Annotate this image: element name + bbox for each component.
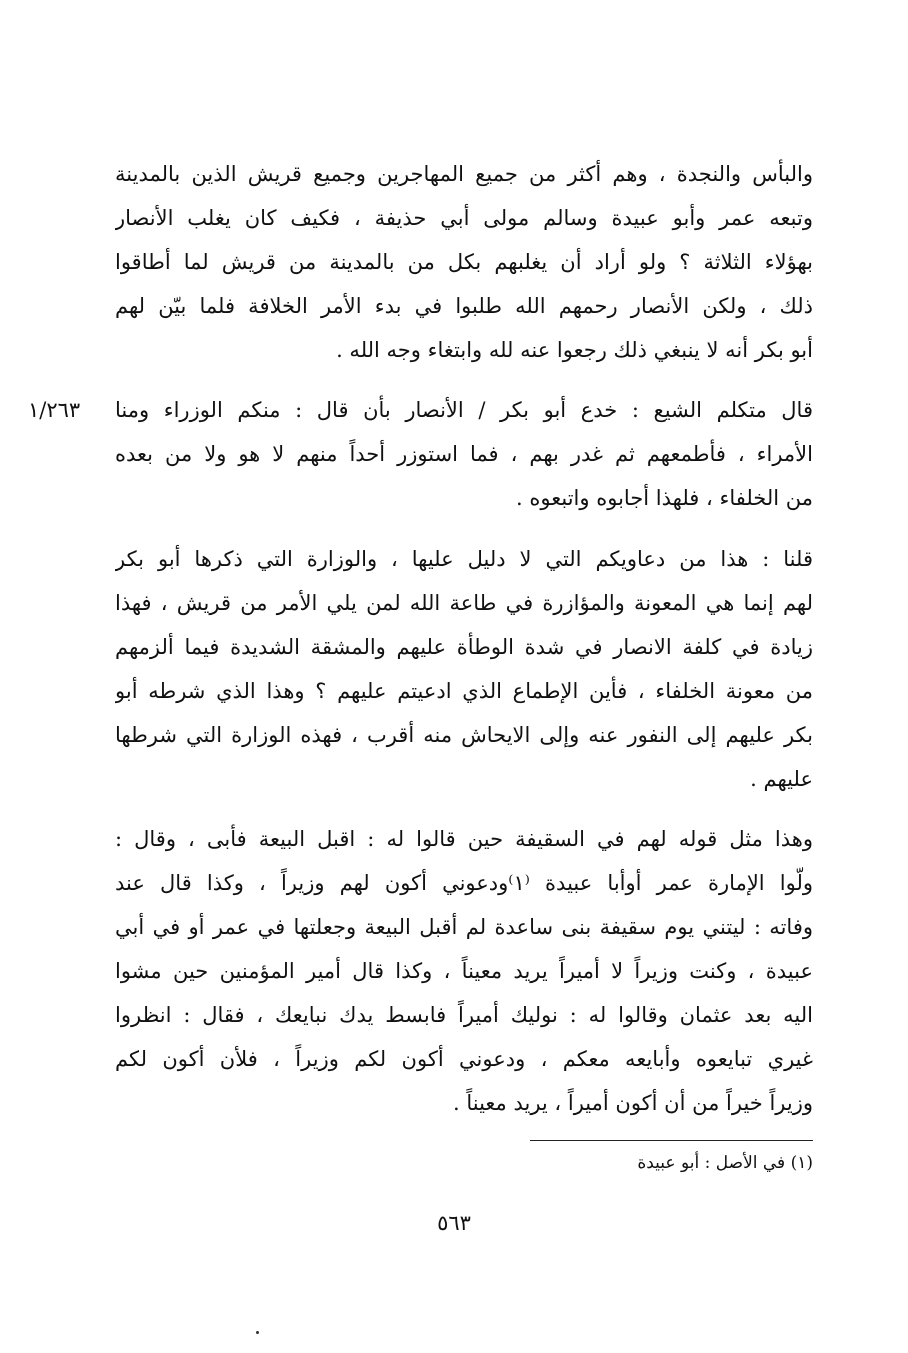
paragraph-3: [115, 537, 813, 801]
text-line: وفاته : ليتني يوم سقيفة بنى ساعدة لم أقبل البيعة وجعلتها في عمر أو في أبي: [115, 915, 813, 939]
text-line: عليهم .: [750, 767, 813, 791]
text-line: قال متكلم الشيع : خدع أبو بكر / الأنصار بأن قال : منكم الوزراء ومنا: [115, 398, 813, 422]
text-line: غيري تبايعوه وأبايعه معكم ، ودعوني أكون لكم وزيراً ، فلأن أكون لكم: [115, 1047, 813, 1071]
text-line: قلنا : هذا من دعاويكم التي لا دليل عليها ، والوزارة التي ذكرها أبو بكر: [115, 547, 813, 571]
text-line: زيادة في كلفة الانصار في شدة الوطأة عليهم والمشقة الشديدة فيما ألزمهم: [115, 635, 813, 659]
paragraph-4: [115, 817, 813, 1125]
text-line: والبأس والنجدة ، وهم أكثر من جميع المهاجرين وجميع قريش الذين بالمدينة: [115, 162, 813, 186]
paragraph-2: [115, 388, 813, 520]
text-line: لهم إنما هي المعونة والمؤازرة في طاعة الله لمن يلي الأمر من قريش ، فهذا: [115, 591, 813, 615]
text-line: بهؤلاء الثلاثة ؟ ولو أراد أن يغلبهم بكل من بالمدينة من قريش لما أطاقوا: [115, 250, 813, 274]
print-speck: [256, 1331, 259, 1334]
text-line: من معونة الخلفاء ، فأين الإطماع الذي ادعيتم عليهم ؟ وهذا الذي شرطه أبو: [115, 679, 813, 703]
paragraph-1: [115, 152, 813, 372]
text-line: عبيدة ، وكنت وزيراً لا أميراً يريد معيناً ، وكذا قال أمير المؤمنين حين مشوا: [115, 959, 813, 983]
text-line: اليه بعد عثمان وقالوا له : نوليك أميراً فابسط يدك نبايعك ، فقال : انظروا: [115, 1003, 813, 1027]
text-line: وهذا مثل قوله لهم في السقيفة حين قالوا له : اقبل البيعة فأبى ، وقال :: [115, 827, 813, 851]
text-line: وتبعه عمر وأبو عبيدة وسالم مولى أبي حذيفة ، فكيف كان يغلب الأنصار: [115, 206, 813, 230]
text-line: من الخلفاء ، فلهذا أجابوه واتبعوه .: [516, 486, 813, 510]
text-line: الأمراء ، فأطمعهم ثم غدر بهم ، فما استوزر أحداً منهم لا هو ولا من بعده: [115, 442, 813, 466]
text-line: ذلك ، ولكن الأنصار رحمهم الله طلبوا في بدء الأمر الخلافة فلما بيّن لهم: [115, 294, 813, 318]
page-number: ٥٦٣: [437, 1211, 471, 1235]
text-line: بكر عليهم إلى النفور عنه وإلى الايحاش منه أقرب ، فهذه الوزارة التي شرطها: [115, 723, 813, 747]
footnote: (١) في الأصل : أبو عبيدة: [637, 1153, 813, 1173]
margin-reference: ١/٢٦٣: [28, 398, 81, 422]
text-line: وزيراً خيراً من أن أكون أميراً ، يريد معيناً .: [452, 1091, 813, 1115]
footnote-divider: [530, 1140, 813, 1141]
text-line: أبو بكر أنه لا ينبغي ذلك رجعوا عنه لله وابتغاء وجه الله .: [336, 338, 813, 362]
text-line: ولّوا الإمارة عمر أوأبا عبيدة ⁽١⁾ودعوني أكون لهم وزيراً ، وكذا قال عند: [115, 871, 813, 895]
